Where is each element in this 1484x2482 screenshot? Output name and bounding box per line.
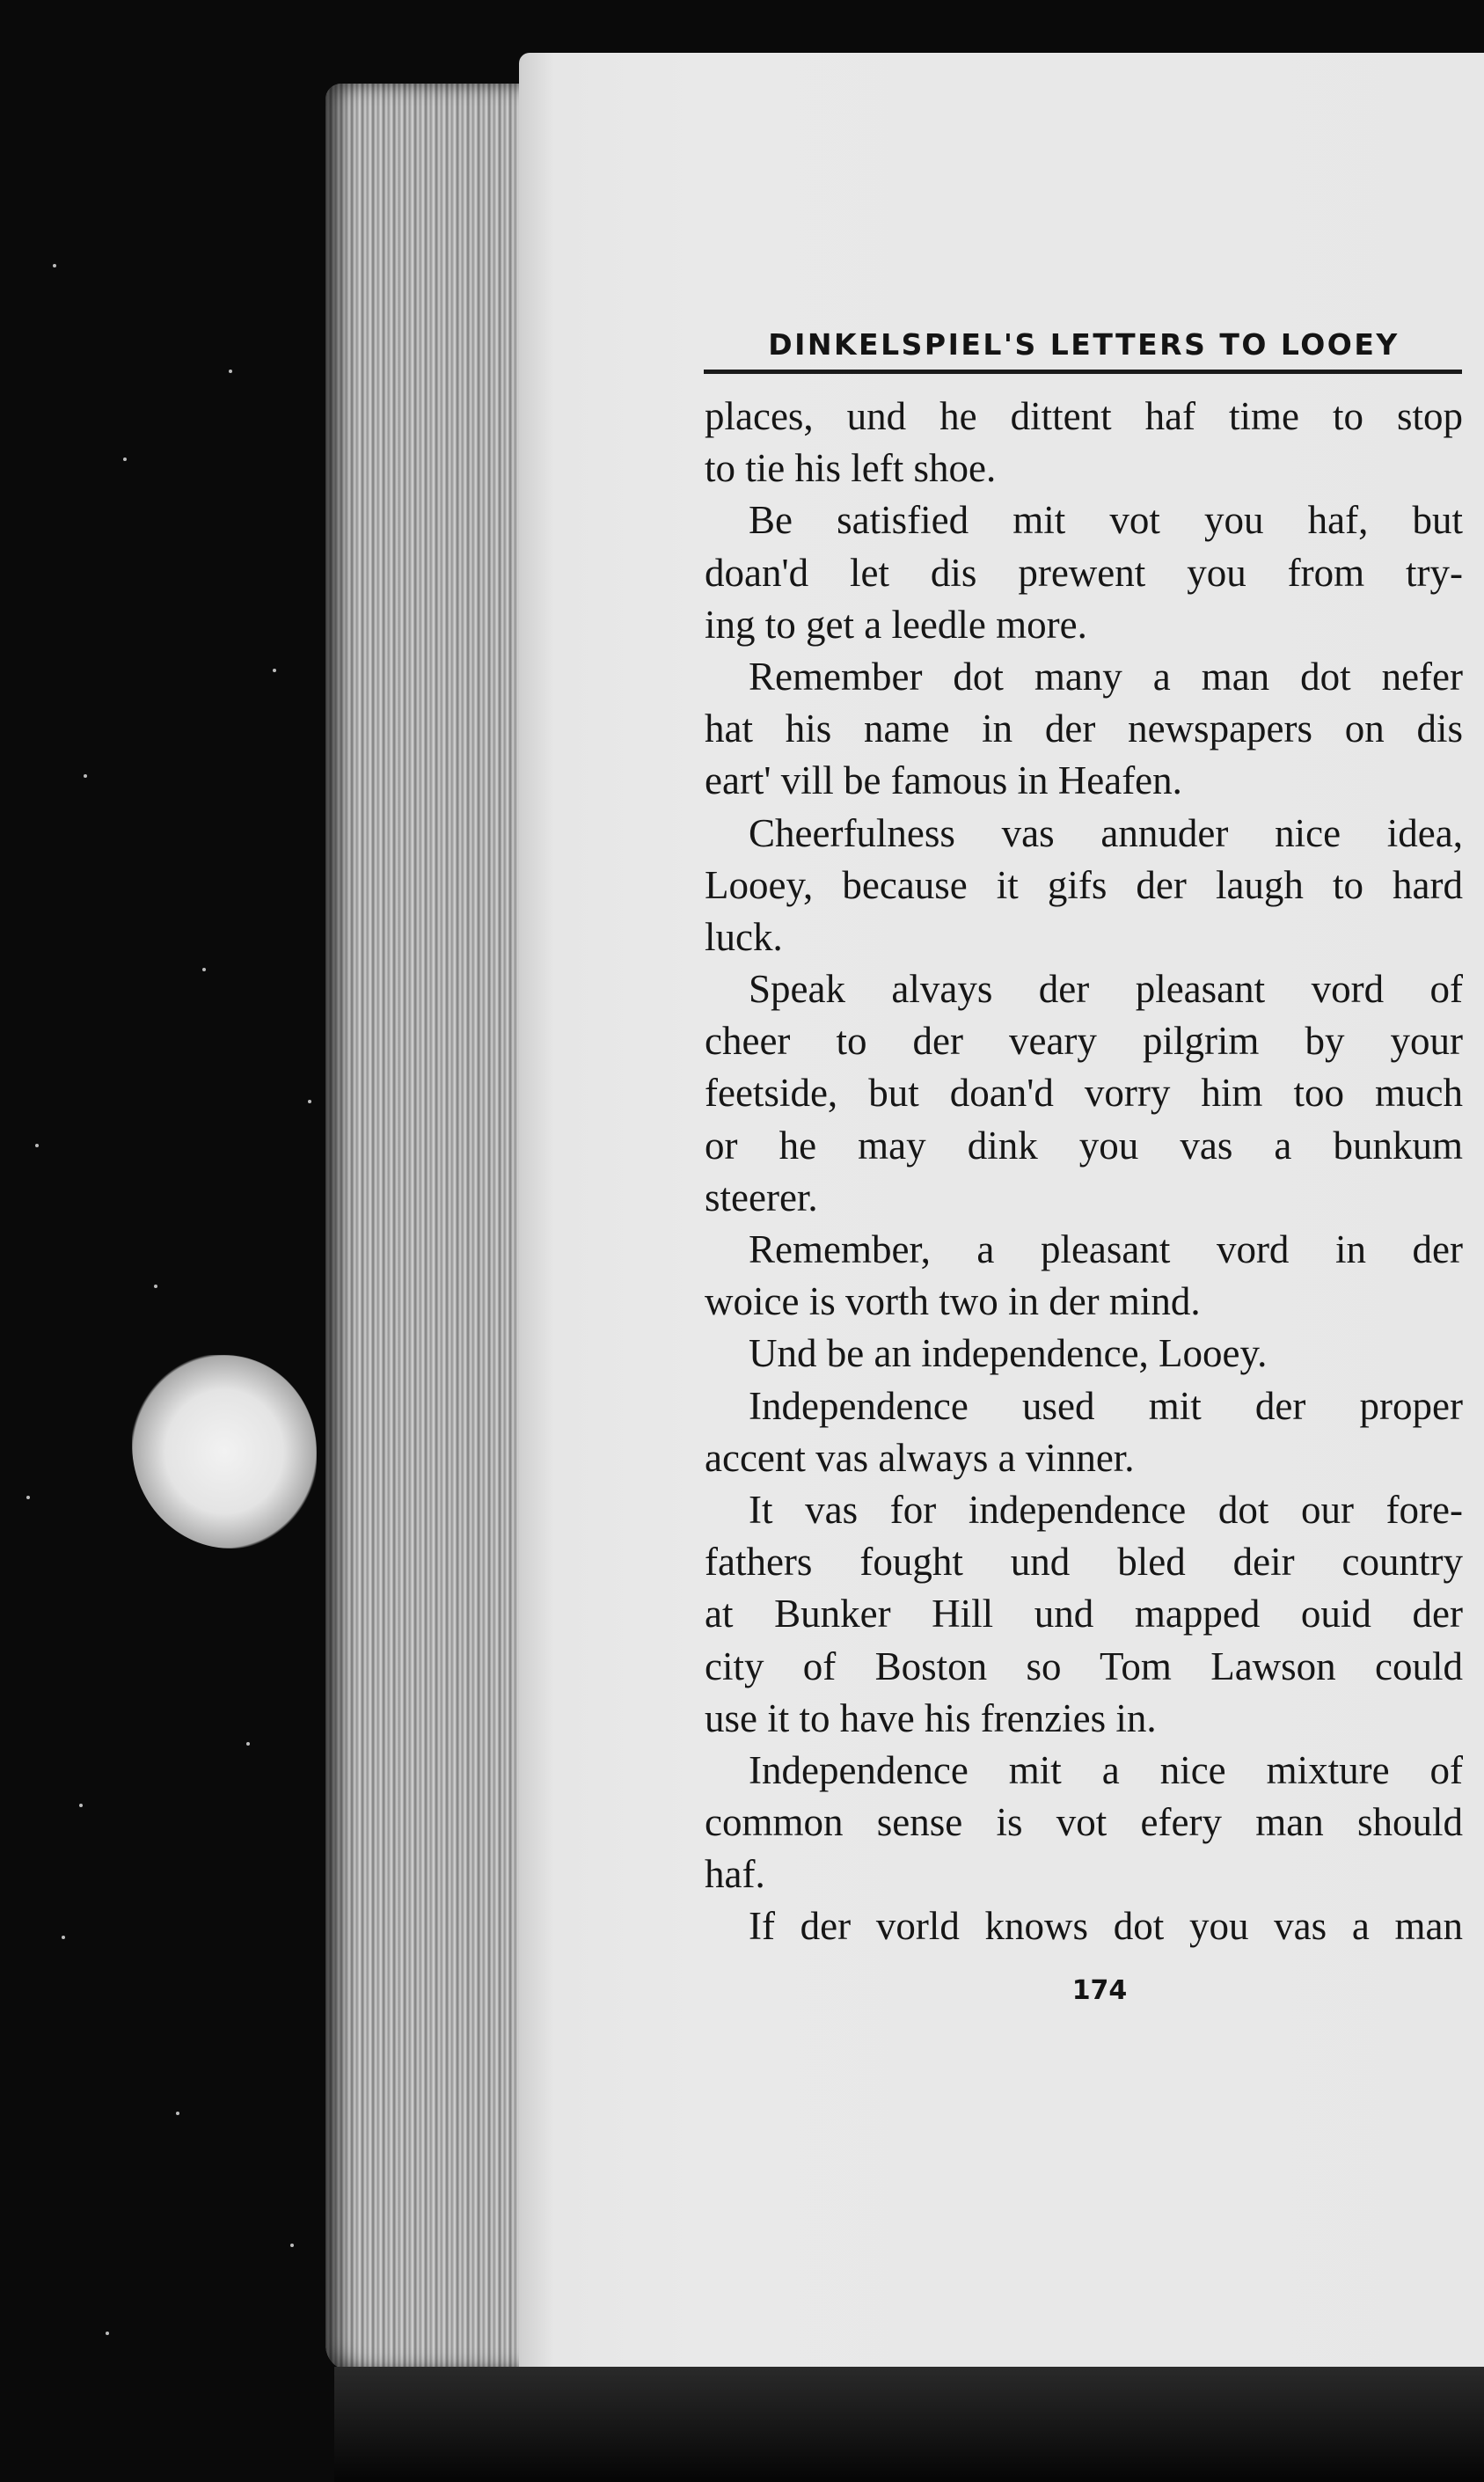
text-line: common sense is vot efery man should [705, 1800, 1463, 1845]
paper-blemish [132, 1355, 317, 1549]
text-line: steerer. [705, 1175, 818, 1219]
dust-speck [154, 1285, 157, 1288]
text-line: Independence used mit der proper [749, 1383, 1463, 1428]
text-line: luck. [705, 914, 783, 959]
page-edges [325, 84, 537, 2371]
text-line: to tie his left shoe. [705, 446, 997, 491]
text-line: feetside, but doan'd vorry him too much [705, 1071, 1463, 1116]
dust-speck [308, 1100, 311, 1103]
dust-speck [273, 669, 276, 672]
dust-speck [26, 1496, 30, 1499]
page-number: 174 [1071, 1975, 1128, 2006]
text-line: woice is vorth two in der mind. [705, 1279, 1201, 1324]
text-line: cheer to der veary pilgrim by your [705, 1019, 1463, 1064]
text-line: Cheerfulness vas annuder nice idea, [749, 810, 1463, 855]
text-line: doan'd let dis prewent you from try- [705, 550, 1463, 595]
text-line: at Bunker Hill und mapped ouid der [705, 1592, 1463, 1636]
text-line: Independence mit a nice mixture of [749, 1747, 1463, 1792]
text-line: ing to get a leedle more. [705, 602, 1087, 647]
dust-speck [84, 774, 87, 778]
dust-speck [79, 1804, 83, 1807]
text-line: If der vorld knows dot you vas a man [749, 1904, 1463, 1949]
text-line: Remember dot many a man dot nefer [749, 654, 1463, 699]
dust-speck [123, 458, 127, 461]
text-line: Remember, a pleasant vord in der [749, 1227, 1463, 1271]
body-text [705, 391, 1463, 1953]
dust-speck [202, 968, 206, 971]
dust-speck [229, 370, 232, 373]
text-line: It vas for independence dot our fore- [749, 1487, 1463, 1532]
text-line: Be satisfied mit vot you haf, but [749, 498, 1463, 543]
dust-speck [53, 264, 56, 267]
dust-speck [106, 2332, 109, 2335]
dust-speck [176, 2112, 179, 2115]
header-rule [704, 370, 1462, 374]
text-line: fathers fought und bled deir country [705, 1540, 1463, 1585]
text-line: hat his name in der newspapers on dis [705, 707, 1463, 751]
text-line: Und be an independence, Looey. [749, 1331, 1268, 1376]
dust-speck [246, 1742, 250, 1746]
text-line: city of Boston so Tom Lawson could [705, 1644, 1463, 1688]
text-line: Speak alvays der pleasant vord of [749, 967, 1463, 1012]
text-line: eart' vill be famous in Heafen. [705, 758, 1182, 803]
page-bottom-shadow [334, 2367, 1484, 2482]
text-line: or he may dink you vas a bunkum [705, 1123, 1463, 1168]
text-line: use it to have his frenzies in. [705, 1695, 1157, 1740]
dust-speck [35, 1144, 39, 1147]
text-line: Looey, because it gifs der laugh to hard [705, 862, 1463, 907]
text-line: places, und he dittent haf time to stop [705, 394, 1463, 438]
running-head: DINKELSPIEL'S LETTERS TO LOOEY [768, 327, 1400, 362]
dust-speck [62, 1936, 65, 1939]
dust-speck [290, 2244, 294, 2247]
text-line: haf. [705, 1852, 765, 1897]
text-line: accent vas always a vinner. [705, 1435, 1135, 1480]
